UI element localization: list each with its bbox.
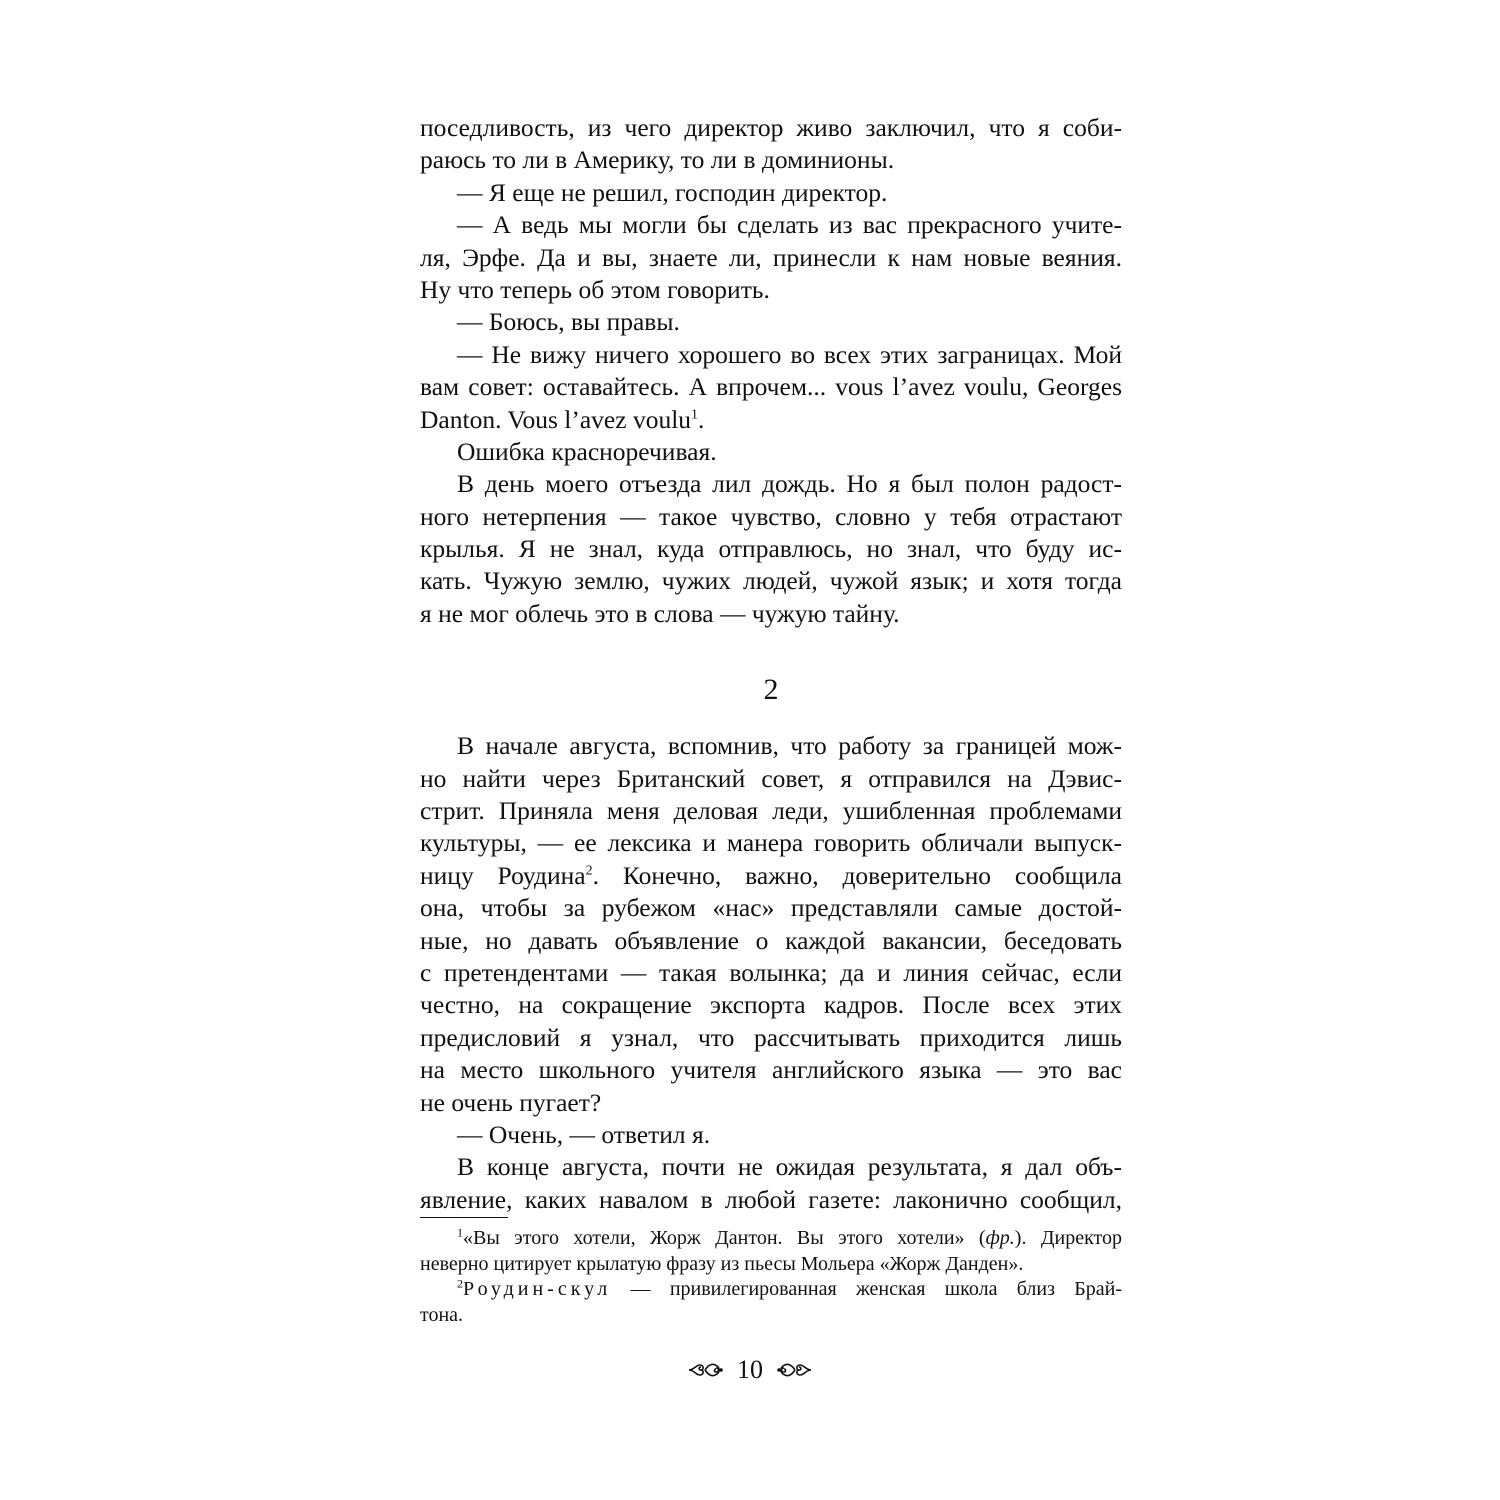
footnote-mark: 1 — [457, 1225, 463, 1240]
paragraph-line: В начале августа, вспомнив, что работу за границей мож- — [457, 731, 1122, 761]
footnote-divider — [420, 1217, 508, 1218]
paragraph-line: В день моего отъезда лил дождь. Но я был полон радост- — [457, 469, 1122, 499]
text-fragment: . Конечно, важно, доверительно сообщила — [592, 860, 1122, 890]
paragraph-line: Ошибка красноречивая. — [457, 436, 717, 466]
footnotes — [420, 1226, 1122, 1328]
text-line: предисловий я узнал, что рассчитывать приходится лишь — [420, 1022, 1122, 1052]
text-line: я не мог облечь это в слова — чужую тайну. — [420, 598, 900, 628]
footnote-1-line-2: неверно цитирует крылатую фразу из пьесы Мольера «Жорж Данден». — [420, 1252, 1024, 1275]
text-line: ные, но давать объявление о каждой вакансии, беседовать — [420, 925, 1122, 955]
text-line: поседливость, из чего директор живо заключил, что я соби- — [420, 113, 1122, 142]
text-line: раюсь то ли в Америку, то ли в доминионы. — [420, 145, 895, 175]
dialogue-line: — Очень, — ответил я. — [457, 1119, 711, 1149]
paragraph-line: В конце августа, почти не ожидая результата, я дал объ- — [457, 1152, 1122, 1182]
text-line: культуры, — ее лексика и манера говорить обличали выпуск- — [420, 828, 1122, 858]
text-line: стрит. Приняла меня деловая леди, ушибленная проблемами — [420, 796, 1122, 826]
text-line: Ну что теперь об этом говорить. — [420, 274, 770, 304]
fleuron-icon — [687, 1359, 723, 1381]
dialogue-line: — Я еще не решил, господин директор. — [457, 177, 888, 207]
text-fragment: . — [698, 404, 705, 434]
text-line-with-footnote — [420, 404, 1122, 436]
text-fragment: ницу Роудина — [420, 860, 586, 890]
text-line: кать. Чужую землю, чужих людей, чужой язык; и хотя тогда — [420, 566, 1122, 596]
page-text — [420, 112, 1122, 1216]
text-line: ля, Эрфе. Да и вы, знаете ли, принесли к нам новые веяния. — [420, 242, 1122, 272]
chapter-number: 2 — [763, 673, 779, 707]
text-line: она, чтобы за рубежом «нас» представляли самые достой- — [420, 893, 1122, 923]
text-line: на место школьного учителя английского языка — это вас — [420, 1055, 1122, 1085]
footnote-term: Роудин-скул — [463, 1278, 612, 1300]
footnote-2-line-2: тона. — [420, 1303, 464, 1326]
text-line: крылья. Я не знал, куда отправлюсь, но знал, что буду ис- — [420, 534, 1122, 564]
footnote-text: «Вы этого хотели, Жорж Дантон. Вы этого хотели» ( — [463, 1227, 986, 1249]
footnote-emphasis: фр. — [985, 1227, 1015, 1249]
text-line: вам совет: оставайтесь. А впрочем... vous l’avez voulu, Georges — [420, 372, 1122, 402]
fleuron-icon — [777, 1359, 813, 1381]
text-line: с претендентами — такая волынка; да и линия сейчас, если — [420, 957, 1122, 987]
dialogue-line: — Не вижу ничего хорошего во всех этих заграницах. Мой — [457, 339, 1122, 369]
footnote-mark: 2 — [457, 1276, 463, 1291]
text-fragment: Danton. Vous l’avez voulu — [420, 404, 692, 434]
footnote-2 — [420, 1277, 1122, 1303]
footnote-text: — привилегированная женская школа близ Брай- — [611, 1278, 1122, 1300]
footnote-ref-2: 2 — [585, 863, 593, 879]
text-line: не очень пугает? — [420, 1087, 602, 1117]
text-line: явление, каких навалом в любой газете: лаконично сообщил, — [420, 1184, 1122, 1214]
footnote-text: ). Директор — [1014, 1227, 1123, 1249]
footnote-1 — [420, 1226, 1122, 1252]
text-line: ного нетерпения — такое чувство, словно у тебя отрастают — [420, 501, 1122, 531]
footnote-ref-1: 1 — [691, 407, 699, 423]
text-line: но найти через Британский совет, я отправился на Дэвис- — [420, 763, 1122, 793]
text-line-with-footnote — [420, 860, 1122, 892]
page-number: 10 — [737, 1355, 763, 1384]
text-line: честно, на сокращение экспорта кадров. После всех этих — [420, 990, 1122, 1020]
dialogue-line: — Боюсь, вы правы. — [457, 307, 680, 337]
dialogue-line: — А ведь мы могли бы сделать из вас прекрасного учите- — [457, 210, 1122, 240]
page-footer — [0, 1350, 1500, 1390]
